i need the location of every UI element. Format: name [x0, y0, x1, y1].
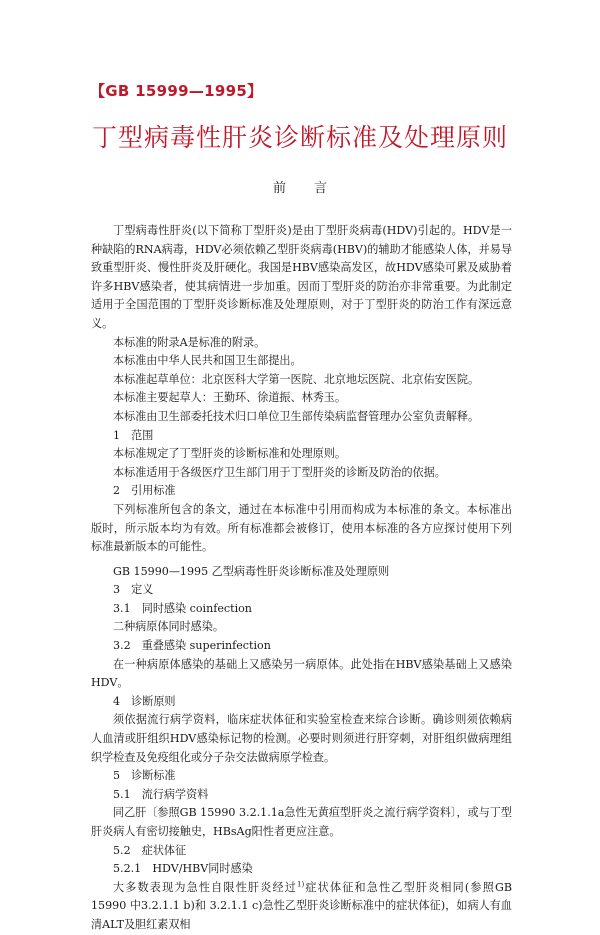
section-4-text: 须依据流行病学资料，临床症状体征和实验室检查来综合诊断。确诊则须依赖病人血清或肝组织HDV感染标记物的检测。必要时则须进行肝穿刺，对肝组织做病理组织学检查及免疫组化或分子杂交法做病原学检查。: [91, 713, 512, 764]
section-3-1-heading: 3.1 同时感染 coinfection: [113, 601, 252, 615]
section-3-1-text: 二种病原体同时感染。: [113, 620, 224, 634]
section-5-2-1-text-a: 大多数表现为急性自限性肝炎经过: [113, 880, 298, 894]
section-5-2-1-text-b: 症状体征和急性乙型肝炎相同(参照GB 15990 中3.2.1.1 b)和 3.2.1.1 c)急性乙型肝炎诊断标准中的症状体征)，如病人有血清ALT及胆红素双相: [91, 880, 512, 931]
standard-code: 【GB 15999—1995】: [90, 82, 263, 100]
foreword-heading: 前言: [272, 181, 355, 196]
section-5-1-heading: 5.1 流行病学资料: [113, 787, 209, 801]
drafted-by: 本标准起草单位：北京医科大学第一医院、北京地坛医院、北京佑安医院。: [113, 372, 480, 386]
section-5-2-1-text: [91, 879, 512, 935]
section-5-heading: 5 诊断标准: [113, 769, 176, 783]
section-5-1-text: 同乙肝〔参照GB 15990 3.2.1.1a急性无黄疸型肝炎之流行病学资料〕，或与丁型肝炎病人有密切接触史，HBsAg阳性者更应注意。: [91, 806, 512, 838]
section-1-heading: 1 范围: [113, 428, 154, 442]
section-3-2-text: 在一种病原体感染的基础上又感染另一病原体。此处指在HBV感染基础上又感染HDV。: [91, 657, 512, 690]
section-1-paragraph-1: 本标准规定了丁型肝炎的诊断标准和处理原则。: [113, 447, 346, 461]
section-2-paragraph: 下列标准所包含的条文，通过在本标准中引用而构成为本标准的条文。本标准出版时，所示版本均为有效。所有标准都会被修订，使用本标准的各方应探讨使用下列标准最新版本的可能性。: [91, 502, 512, 554]
section-3-2-heading: 3.2 重叠感染 superinfection: [113, 639, 271, 653]
interpreted-by: 本标准由卫生部委托技术归口单位卫生部传染病监督管理办公室负责解释。: [113, 409, 480, 423]
section-1-paragraph-2: 本标准适用于各级医疗卫生部门用于丁型肝炎的诊断及防治的依据。: [113, 465, 446, 479]
section-2-reference: GB 15990—1995 乙型病毒性肝炎诊断标准及处理原则: [113, 564, 390, 578]
section-3-heading: 3 定义: [113, 583, 154, 597]
appendix-note: 本标准的附录A是标准的附录。: [113, 335, 266, 349]
drafters: 本标准主要起草人：王勤环、徐道振、林秀玉。: [113, 391, 346, 405]
footnote-marker: 1): [297, 880, 305, 889]
document-body: [91, 222, 512, 935]
section-5-2-1-heading: 5.2.1 HDV/HBV同时感染: [113, 862, 253, 876]
section-4-heading: 4 诊断原则: [113, 694, 176, 708]
proposed-by: 本标准由中华人民共和国卫生部提出。: [113, 354, 302, 368]
intro-paragraph: 丁型病毒性肝炎(以下简称丁型肝炎)是由丁型肝炎病毒(HDV)引起的。HDV是一种缺陷的RNA病毒，HDV必须依赖乙型肝炎病毒(HBV)的辅助才能感染人体，并易导致重型肝炎、慢性肝炎及肝硬化。我国是HBV感染高发区，故HDV感染可累及威胁着许多HBV感染者，使其病情进一步加重。因而丁型肝炎的防治亦非常重要。为此制定适用于全国范围的丁型肝炎诊断标准及处理原则，对于丁型肝炎的防治工作有深远意义。: [91, 224, 512, 330]
section-5-2-heading: 5.2 症状体征: [113, 843, 187, 857]
section-2-heading: 2 引用标准: [113, 484, 176, 498]
document-title: 丁型病毒性肝炎诊断标准及处理原则: [91, 123, 508, 152]
